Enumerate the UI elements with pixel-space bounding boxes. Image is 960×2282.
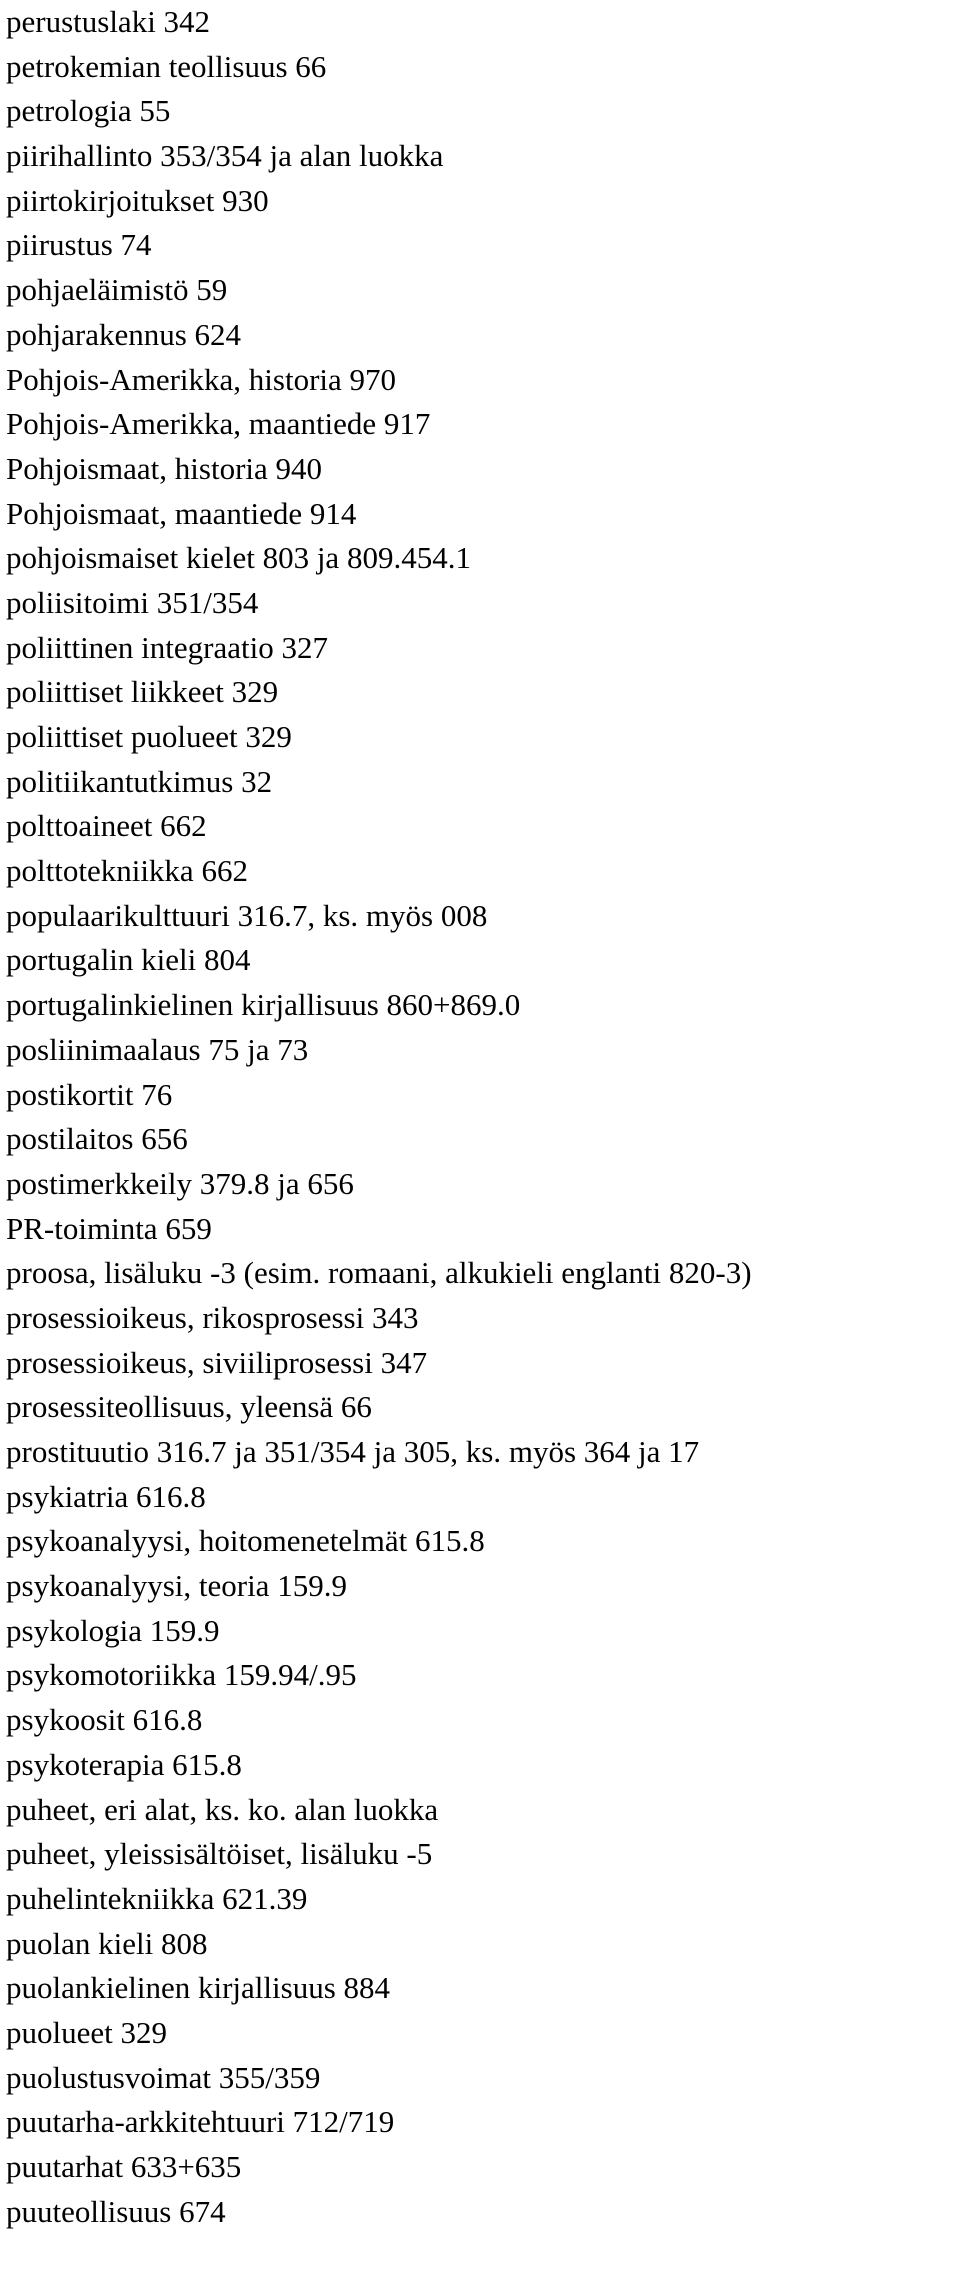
index-entry: Pohjois-Amerikka, maantiede 917 [6, 406, 431, 442]
index-entry: piirihallinto 353/354 ja alan luokka [6, 138, 444, 174]
index-entry: poliisitoimi 351/354 [6, 584, 259, 620]
index-entry: puolueet 329 [6, 2014, 167, 2050]
index-entry: puheet, eri alat, ks. ko. alan luokka [6, 1791, 439, 1827]
index-entry: polttotekniikka 662 [6, 853, 248, 889]
index-entry: psykoanalyysi, teoria 159.9 [6, 1568, 347, 1604]
index-entry: pohjaeläimistö 59 [6, 272, 228, 308]
index-entry: prosessiteollisuus, yleensä 66 [6, 1389, 372, 1425]
index-entry: perustuslaki 342 [6, 4, 211, 39]
index-entry: portugalin kieli 804 [6, 942, 251, 978]
index-entry: Pohjoismaat, historia 940 [6, 450, 323, 486]
index-entry: prosessioikeus, rikosprosessi 343 [6, 1299, 419, 1335]
index-entry: populaarikulttuuri 316.7, ks. myös 008 [6, 897, 488, 933]
index-entry: poliittinen integraatio 327 [6, 629, 328, 665]
index-entry: piirustus 74 [6, 227, 152, 263]
index-entry: psykiatria 616.8 [6, 1478, 206, 1514]
index-entry: puolan kieli 808 [6, 1925, 208, 1961]
index-entry: puhelintekniikka 621.39 [6, 1880, 308, 1916]
index-entry: postilaitos 656 [6, 1121, 188, 1157]
index-entry: postimerkkeily 379.8 ja 656 [6, 1165, 354, 1201]
index-entry: Pohjois-Amerikka, historia 970 [6, 361, 397, 397]
index-entry: puutarha-arkkitehtuuri 712/719 [6, 2104, 395, 2140]
index-entry: polttoaineet 662 [6, 808, 207, 844]
index-entry: prostituutio 316.7 ja 351/354 ja 305, ks. myös 364 ja 17 [6, 1434, 700, 1469]
index-entry: puutarhat 633+635 [6, 2149, 242, 2184]
index-entry: poliittiset puolueet 329 [6, 719, 292, 754]
index-entry: psykoterapia 615.8 [6, 1746, 242, 1782]
index-entry: puolustusvoimat 355/359 [6, 2059, 321, 2095]
index-entry: puuteollisuus 674 [6, 2193, 226, 2229]
index-entry: puolankielinen kirjallisuus 884 [6, 1970, 391, 2006]
index-entry: prosessioikeus, siviiliprosessi 347 [6, 1344, 428, 1380]
index-entry: petrokemian teollisuus 66 [6, 48, 327, 84]
index-entry: psykoosit 616.8 [6, 1702, 203, 1738]
index-entry-list [6, 0, 956, 2234]
index-entry: postikortit 76 [6, 1076, 173, 1112]
index-entry: portugalinkielinen kirjallisuus 860+869.0 [6, 987, 521, 1023]
index-entry: Pohjoismaat, maantiede 914 [6, 495, 357, 531]
index-entry: posliinimaalaus 75 ja 73 [6, 1031, 309, 1067]
index-entry: pohjoismaiset kielet 803 ja 809.454.1 [6, 540, 471, 576]
index-entry: pohjarakennus 624 [6, 316, 242, 352]
index-entry: PR-toiminta 659 [6, 1210, 212, 1246]
index-entry: psykomotoriikka 159.94/.95 [6, 1657, 357, 1693]
index-entry: piirtokirjoitukset 930 [6, 182, 269, 218]
index-entry: psykologia 159.9 [6, 1612, 220, 1648]
index-entry: puheet, yleissisältöiset, lisäluku -5 [6, 1836, 433, 1872]
index-entry: proosa, lisäluku -3 (esim. romaani, alkukieli englanti 820-3) [6, 1255, 752, 1291]
index-entry: poliittiset liikkeet 329 [6, 674, 279, 710]
index-entry: politiikantutkimus 32 [6, 763, 273, 799]
index-entry: petrologia 55 [6, 93, 171, 129]
index-entry: psykoanalyysi, hoitomenetelmät 615.8 [6, 1523, 485, 1559]
